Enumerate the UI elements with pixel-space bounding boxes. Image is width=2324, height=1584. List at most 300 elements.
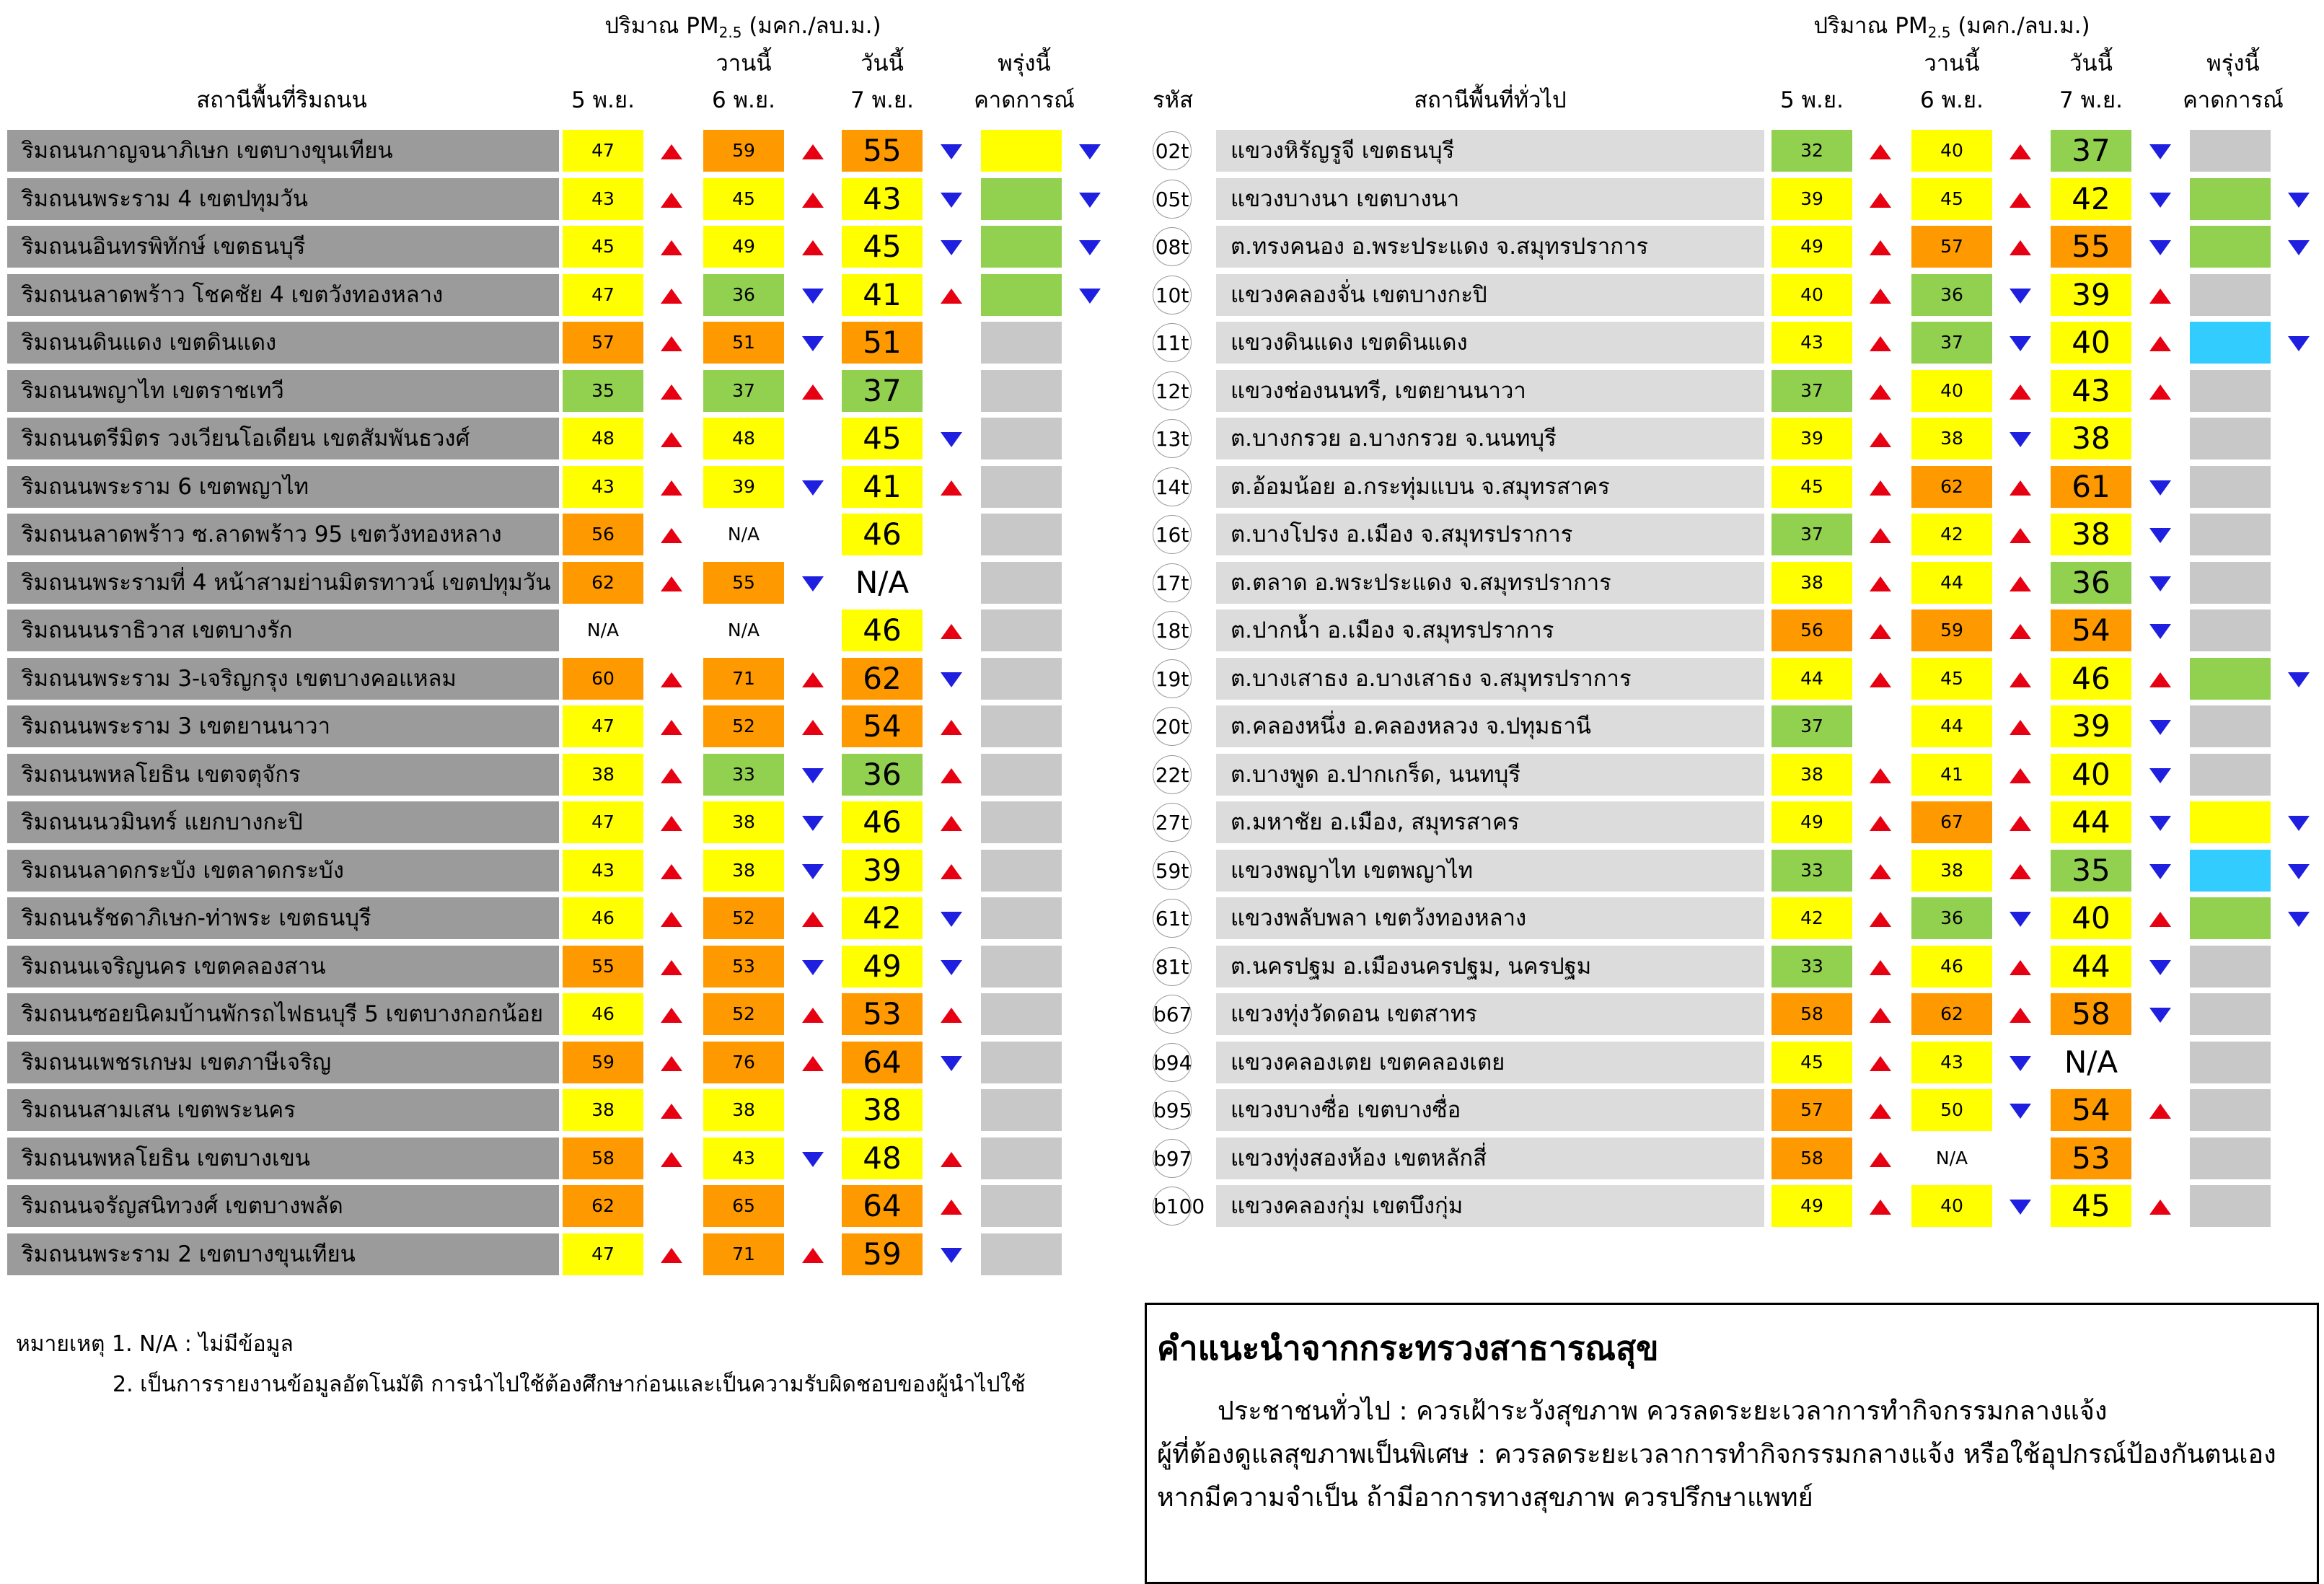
pm-nov5-value: 48 <box>563 418 643 459</box>
nov5-trend-up-arrow-icon <box>1870 384 1891 400</box>
left-station-header: สถานีพื้นที่ริมถนน <box>196 87 367 113</box>
nov6-trend-up-arrow-icon <box>2010 384 2031 400</box>
pm-nov6-value: 49 <box>703 226 784 268</box>
pm-nov7-value: 45 <box>842 226 923 268</box>
left-col2-header: 6 พ.ย. <box>712 87 775 113</box>
station-name: ริมถนนจรัญสนิทวงศ์ เขตบางพลัด <box>7 1185 559 1227</box>
station-name: ต.ปากน้ำ อ.เมือง จ.สมุทรปราการ <box>1216 610 1764 651</box>
station-name: แขวงพลับพลา เขตวังทองหลาง <box>1216 897 1764 939</box>
forecast-trend-down-arrow-icon <box>2288 672 2310 687</box>
pm-nov5-value: 59 <box>563 1042 643 1083</box>
nov6-trend-up-arrow-icon <box>2010 960 2031 975</box>
pm-nov7-value: 44 <box>2051 801 2131 843</box>
forecast-level <box>2190 850 2271 892</box>
forecast-level <box>2190 801 2271 843</box>
station-name: ริมถนนลาดพร้าว โชคชัย 4 เขตวังทองหลาง <box>7 274 559 316</box>
table-row <box>0 1042 2324 1083</box>
station-name: ริมถนนพระราม 3-เจริญกรุง เขตบางคอแหลม <box>7 658 559 700</box>
pm-nov5-value: 38 <box>1771 754 1852 796</box>
station-code: b100 <box>1153 1187 1192 1226</box>
nov7-trend-down-arrow-icon <box>2149 960 2171 975</box>
pm-nov7-value: 41 <box>842 274 923 316</box>
nov7-trend-down-arrow-icon <box>2149 768 2171 783</box>
pm-nov6-value: 67 <box>1911 801 1992 843</box>
station-code: 10t <box>1153 276 1192 314</box>
station-code: 19t <box>1153 659 1192 698</box>
forecast-level <box>2190 562 2271 604</box>
forecast-level <box>981 1233 1062 1275</box>
pm-nov5-value: 39 <box>1771 418 1852 459</box>
pm-nov5-value: 42 <box>1771 897 1852 939</box>
pm-nov6-value: 36 <box>1911 274 1992 316</box>
station-code: 02t <box>1153 131 1192 170</box>
pm-nov7-value: 45 <box>2051 1185 2131 1227</box>
nov7-trend-up-arrow-icon <box>2149 289 2171 304</box>
station-name: แขวงหิรัญรูจี เขตธนบุรี <box>1216 130 1764 172</box>
pm-nov5-value: 45 <box>1771 1042 1852 1083</box>
station-code: b97 <box>1153 1139 1192 1178</box>
pm-nov7-value: 46 <box>842 801 923 843</box>
pm-nov5-value: 35 <box>563 370 643 412</box>
table-row <box>0 322 2324 364</box>
advice-line-2: ผู้ที่ต้องดูแลสุขภาพเป็นพิเศษ : ควรลดระยะเวลาการทำกิจกรรมกลางแจ้ง หรือใช้อุปกรณ์ป้องกันตนเอง <box>1157 1440 2276 1469</box>
nov5-trend-up-arrow-icon <box>1870 480 1891 496</box>
nov5-trend-up-arrow-icon <box>1870 864 1891 879</box>
nov5-trend-up-arrow-icon <box>1870 144 1891 159</box>
pm-nov5-value: 43 <box>563 178 643 220</box>
pm-nov5-value: 33 <box>1771 946 1852 987</box>
pm-nov7-value: 62 <box>842 658 923 700</box>
station-name: ริมถนนนวมินทร์ แยกบางกะปิ <box>7 801 559 843</box>
nov5-trend-up-arrow-icon <box>1870 336 1891 351</box>
left-col3-header: 7 พ.ย. <box>850 87 914 113</box>
pm-nov7-value: 59 <box>842 1233 923 1275</box>
table-row <box>0 1233 1082 1275</box>
pm-nov6-value: 44 <box>1911 562 1992 604</box>
pm-nov6-value: 51 <box>703 322 784 364</box>
station-name: ริมถนนตรีมิตร วงเวียนโอเดียน เขตสัมพันธวงศ์ <box>7 418 559 459</box>
right-pm-unit: (มคก./ลบ.ม.) <box>1950 13 2090 39</box>
station-code: 81t <box>1153 947 1192 986</box>
note-line-2: 2. เป็นการรายงานข้อมูลอัตโนมัติ การนำไปใช้ต้องศึกษาก่อนและเป็นความรับผิดชอบของผู้นำไปใช้ <box>113 1372 1026 1397</box>
pm-nov6-value: N/A <box>1935 1147 1968 1169</box>
forecast-trend-down-arrow-icon <box>2288 816 2310 831</box>
nov6-trend-down-arrow-icon <box>2010 289 2031 304</box>
right-col4-header: คาดการณ์ <box>2183 87 2284 113</box>
station-code: 12t <box>1153 371 1192 410</box>
station-code: b95 <box>1153 1091 1192 1130</box>
nov7-trend-up-arrow-icon <box>2149 384 2171 400</box>
nov7-trend-down-arrow-icon <box>941 1248 962 1263</box>
pm-nov7-value: 53 <box>2051 1138 2131 1179</box>
pm-nov7-value: 61 <box>2051 466 2131 508</box>
station-code: 14t <box>1153 467 1192 506</box>
pm-nov7-value: 37 <box>2051 130 2131 172</box>
nov7-trend-up-arrow-icon <box>2149 1200 2171 1215</box>
station-name: ริมถนนกาญจนาภิเษก เขตบางขุนเทียน <box>7 130 559 172</box>
station-name: แขวงคลองเตย เขตคลองเตย <box>1216 1042 1764 1083</box>
right-col2-top-header: วานนี้ <box>1924 50 1980 76</box>
left-pm-unit: (มคก./ลบ.ม.) <box>741 13 881 39</box>
table-row <box>0 514 2324 555</box>
nov6-trend-up-arrow-icon <box>2010 1008 2031 1023</box>
table-row <box>0 754 2324 796</box>
nov6-trend-up-arrow-icon <box>2010 528 2031 543</box>
nov7-trend-down-arrow-icon <box>2149 864 2171 879</box>
nov7-trend-down-arrow-icon <box>2149 1008 2171 1023</box>
station-name: ต.มหาชัย อ.เมือง, สมุทรสาคร <box>1216 801 1764 843</box>
station-name: ต.บางเสาธง อ.บางเสาธง จ.สมุทรปราการ <box>1216 658 1764 700</box>
right-col2-header: 6 พ.ย. <box>1920 87 1984 113</box>
pm-nov7-value: 55 <box>842 130 923 172</box>
table-row <box>0 466 2324 508</box>
forecast-level <box>2190 610 2271 651</box>
pm-nov6-value: 43 <box>703 1138 784 1179</box>
pm-nov5-value: 43 <box>1771 322 1852 364</box>
nov5-trend-up-arrow-icon <box>1870 624 1891 639</box>
pm-nov5-value: 47 <box>563 801 643 843</box>
left-pm-label: ปริมาณ PM <box>604 13 719 39</box>
station-name: แขวงช่องนนทรี, เขตยานนาวา <box>1216 370 1764 412</box>
pm-nov7-value: 64 <box>842 1185 923 1227</box>
nov5-trend-up-arrow-icon <box>1870 1152 1891 1167</box>
table-row <box>0 946 2324 987</box>
pm-nov6-value: 46 <box>1911 946 1992 987</box>
forecast-level <box>2190 993 2271 1035</box>
station-code: 08t <box>1153 227 1192 266</box>
table-row <box>0 897 2324 939</box>
pm-nov6-value: 38 <box>1911 850 1992 892</box>
pm-nov7-value: 38 <box>2051 418 2131 459</box>
pm-nov5-value: 45 <box>563 226 643 268</box>
pm-nov5-value: 49 <box>1771 226 1852 268</box>
station-name: ริมถนนลาดกระบัง เขตลาดกระบัง <box>7 850 559 892</box>
pm-nov6-value: 38 <box>703 850 784 892</box>
pm-nov6-value: 40 <box>1911 370 1992 412</box>
pm-nov6-value: 39 <box>703 466 784 508</box>
nov7-trend-down-arrow-icon <box>2149 480 2171 496</box>
forecast-trend-down-arrow-icon <box>2288 864 2310 879</box>
nov7-trend-up-arrow-icon <box>2149 672 2171 687</box>
pm-nov5-value: 38 <box>1771 562 1852 604</box>
left-pm-sub: 2.5 <box>718 24 742 41</box>
left-col4-header: คาดการณ์ <box>974 87 1075 113</box>
pm-nov7-value: 40 <box>2051 897 2131 939</box>
pm-nov6-value: 38 <box>703 801 784 843</box>
station-name: ริมถนนพระรามที่ 4 หน้าสามย่านมิตรทาวน์ เขตปทุมวัน <box>7 562 559 604</box>
pm-nov7-value: 38 <box>2051 514 2131 555</box>
pm-nov5-value: 45 <box>1771 466 1852 508</box>
pm-nov7-value: 39 <box>2051 274 2131 316</box>
pm-nov5-value: 56 <box>1771 610 1852 651</box>
pm-nov5-value: 58 <box>1771 1138 1852 1179</box>
pm-nov7-value: 53 <box>842 993 923 1035</box>
nov7-trend-up-arrow-icon <box>2149 1104 2171 1119</box>
pm-nov6-value: 45 <box>1911 658 1992 700</box>
pm-nov6-value: 71 <box>703 1233 784 1275</box>
table-row <box>0 178 2324 220</box>
pm-nov5-value: 58 <box>563 1138 643 1179</box>
pm-nov6-value: 33 <box>703 754 784 796</box>
nov7-trend-down-arrow-icon <box>2149 624 2171 639</box>
station-name: ต.ทรงคนอง อ.พระประแดง จ.สมุทรปราการ <box>1216 226 1764 268</box>
pm-nov6-value: 37 <box>1911 322 1992 364</box>
pm-nov7-value: 54 <box>842 705 923 747</box>
health-advice-box <box>1145 1303 2319 1584</box>
forecast-trend-down-arrow-icon <box>2288 912 2310 927</box>
station-name: ริมถนนสามเสน เขตพระนคร <box>7 1089 559 1131</box>
station-name: ริมถนนลาดพร้าว ซ.ลาดพร้าว 95 เขตวังทองหลาง <box>7 514 559 555</box>
table-row <box>0 274 2324 316</box>
forecast-level <box>2190 178 2271 220</box>
pm-nov7-value: 42 <box>842 897 923 939</box>
pm-nov6-value: 59 <box>1911 610 1992 651</box>
pm-nov5-value: 47 <box>563 274 643 316</box>
pm-nov6-value: 38 <box>1911 418 1992 459</box>
left-col2-top-header: วานนี้ <box>716 50 772 76</box>
pm-nov6-value: 36 <box>703 274 784 316</box>
pm-nov5-value: 49 <box>1771 1185 1852 1227</box>
station-code: 05t <box>1153 180 1192 219</box>
station-name: ริมถนนรัชดาภิเษก-ท่าพระ เขตธนบุรี <box>7 897 559 939</box>
pm-nov7-value: 43 <box>2051 370 2131 412</box>
pm-nov5-value: 56 <box>563 514 643 555</box>
nov6-trend-up-arrow-icon <box>2010 240 2031 255</box>
station-name: ริมถนนอินทรพิทักษ์ เขตธนบุรี <box>7 226 559 268</box>
forecast-trend-down-arrow-icon <box>2288 336 2310 351</box>
pm-nov5-value: 37 <box>1771 370 1852 412</box>
table-row <box>0 226 2324 268</box>
nov6-trend-up-arrow-icon <box>802 1248 824 1263</box>
nov6-trend-up-arrow-icon <box>2010 672 2031 687</box>
nov5-trend-up-arrow-icon <box>1870 1056 1891 1071</box>
right-col3-top-header: วันนี้ <box>2069 50 2113 76</box>
left-col3-top-header: วันนี้ <box>861 50 904 76</box>
pm-nov6-value: 45 <box>703 178 784 220</box>
pm-nov7-value: 39 <box>842 850 923 892</box>
station-name: ริมถนนพระราม 6 เขตพญาไท <box>7 466 559 508</box>
pm-nov7-value: 36 <box>842 754 923 796</box>
nov6-trend-down-arrow-icon <box>2010 432 2031 447</box>
pm-nov7-value: 44 <box>2051 946 2131 987</box>
note-line-1: หมายเหตุ 1. N/A : ไม่มีข้อมูล <box>16 1332 294 1357</box>
station-code: 59t <box>1153 851 1192 890</box>
station-name: ริมถนนซอยนิคมบ้านพักรถไฟธนบุรี 5 เขตบางกอกน้อย <box>7 993 559 1035</box>
table-row <box>0 993 2324 1035</box>
forecast-level <box>2190 466 2271 508</box>
right-col3-header: 7 พ.ย. <box>2059 87 2123 113</box>
station-name: ต.บางกรวย อ.บางกรวย จ.นนทบุรี <box>1216 418 1764 459</box>
pm-nov6-value: 53 <box>703 946 784 987</box>
station-code: 16t <box>1153 515 1192 554</box>
pm-nov7-value: 54 <box>2051 610 2131 651</box>
forecast-level <box>2190 514 2271 555</box>
nov7-trend-down-arrow-icon <box>2149 193 2171 208</box>
right-col1-header: 5 พ.ย. <box>1780 87 1844 113</box>
pm-nov5-value: 46 <box>563 993 643 1035</box>
pm-nov6-value: 38 <box>703 1089 784 1131</box>
pm-nov7-value: 49 <box>842 946 923 987</box>
pm-nov5-value: 44 <box>1771 658 1852 700</box>
pm-nov6-value: 62 <box>1911 466 1992 508</box>
station-name: ริมถนนนราธิวาส เขตบางรัก <box>7 610 559 651</box>
advice-line-1: ประชาชนทั่วไป : ควรเฝ้าระวังสุขภาพ ควรลดระยะเวลาการทำกิจกรรมกลางแจ้ง <box>1218 1396 2108 1426</box>
pm-nov7-value: 43 <box>842 178 923 220</box>
table-row <box>0 801 2324 843</box>
station-code: 22t <box>1153 755 1192 794</box>
nov6-trend-down-arrow-icon <box>2010 1056 2031 1071</box>
nov7-trend-up-arrow-icon <box>2149 912 2171 927</box>
nov5-trend-up-arrow-icon <box>1870 672 1891 687</box>
forecast-level <box>2190 897 2271 939</box>
station-code: 17t <box>1153 563 1192 602</box>
station-code: 18t <box>1153 611 1192 650</box>
pm-nov5-value: 55 <box>563 946 643 987</box>
nov5-trend-up-arrow-icon <box>1870 960 1891 975</box>
station-name: ริมถนนพระราม 2 เขตบางขุนเทียน <box>7 1233 559 1275</box>
forecast-level <box>2190 418 2271 459</box>
pm-nov6-value: 62 <box>1911 993 1992 1035</box>
forecast-level <box>2190 1185 2271 1227</box>
pm-nov6-value: 52 <box>703 705 784 747</box>
nov5-trend-up-arrow-icon <box>1870 1200 1891 1215</box>
pm-nov7-value: 39 <box>2051 705 2131 747</box>
nov6-trend-down-arrow-icon <box>2010 1104 2031 1119</box>
pm-nov6-value: 37 <box>703 370 784 412</box>
pm-nov7-value: 37 <box>842 370 923 412</box>
forecast-level <box>2190 322 2271 364</box>
nov5-trend-up-arrow-icon <box>1870 816 1891 831</box>
nov7-trend-down-arrow-icon <box>2149 816 2171 831</box>
forecast-level <box>2190 370 2271 412</box>
pm-nov7-value: 46 <box>842 514 923 555</box>
right-pm-sub: 2.5 <box>1927 24 1951 41</box>
nov5-trend-up-arrow-icon <box>1870 1104 1891 1119</box>
station-name: ต.นครปฐม อ.เมืองนครปฐม, นครปฐม <box>1216 946 1764 987</box>
station-name: แขวงดินแดง เขตดินแดง <box>1216 322 1764 364</box>
pm-nov7-value: 48 <box>842 1138 923 1179</box>
nov5-trend-up-arrow-icon <box>1870 576 1891 591</box>
nov7-trend-down-arrow-icon <box>2149 144 2171 159</box>
pm-nov5-value: 33 <box>1771 850 1852 892</box>
table-row <box>0 1089 2324 1131</box>
forecast-level <box>2190 658 2271 700</box>
pm-nov6-value: 40 <box>1911 1185 1992 1227</box>
nov6-trend-up-arrow-icon <box>2010 193 2031 208</box>
pm-nov5-value: 58 <box>1771 993 1852 1035</box>
nov5-trend-up-arrow-icon <box>1870 528 1891 543</box>
right-code-header: รหัส <box>1152 87 1193 113</box>
pm-nov7-value: 45 <box>842 418 923 459</box>
nov6-trend-down-arrow-icon <box>2010 912 2031 927</box>
forecast-level <box>2190 705 2271 747</box>
station-name: ต.บางพูด อ.ปากเกร็ด, นนทบุรี <box>1216 754 1764 796</box>
pm-nov7-value: 41 <box>842 466 923 508</box>
station-name: ต.ตลาด อ.พระประแดง จ.สมุทรปราการ <box>1216 562 1764 604</box>
forecast-level <box>2190 1138 2271 1179</box>
nov7-trend-down-arrow-icon <box>2149 576 2171 591</box>
nov5-trend-up-arrow-icon <box>1870 432 1891 447</box>
pm-nov5-value: 40 <box>1771 274 1852 316</box>
pm-nov7-value: N/A <box>2064 1044 2118 1080</box>
pm-nov7-value: 55 <box>2051 226 2131 268</box>
station-code: 27t <box>1153 803 1192 842</box>
right-station-header: สถานีพื้นที่ทั่วไป <box>1414 87 1567 113</box>
table-row <box>0 1138 2324 1179</box>
pm-nov6-value: 71 <box>703 658 784 700</box>
pm-nov7-value: N/A <box>855 564 910 600</box>
station-name: แขวงทุ่งสองห้อง เขตหลักสี่ <box>1216 1138 1764 1179</box>
pm-nov7-value: 54 <box>2051 1089 2131 1131</box>
advice-title: คำแนะนำจากกระทรวงสาธารณสุข <box>1157 1329 1659 1368</box>
pm-nov5-value: 57 <box>1771 1089 1852 1131</box>
station-name: ต.คลองหนึ่ง อ.คลองหลวง จ.ปทุมธานี <box>1216 705 1764 747</box>
table-row <box>0 658 2324 700</box>
forecast-level <box>2190 1042 2271 1083</box>
nov5-trend-up-arrow-icon <box>1870 193 1891 208</box>
pm-nov6-value: 48 <box>703 418 784 459</box>
station-code: b67 <box>1153 995 1192 1034</box>
nov5-trend-up-arrow-icon <box>1870 1008 1891 1023</box>
nov6-trend-down-arrow-icon <box>2010 336 2031 351</box>
table-row <box>0 1185 2324 1227</box>
nov5-trend-up-arrow-icon <box>661 1248 682 1263</box>
pm-nov6-value: 55 <box>703 562 784 604</box>
pm-nov7-value: 38 <box>842 1089 923 1131</box>
nov5-trend-up-arrow-icon <box>1870 240 1891 255</box>
pm-nov5-value: 43 <box>563 850 643 892</box>
pm-nov5-value: 47 <box>563 130 643 172</box>
station-name: ต.อ้อมน้อย อ.กระทุ่มแบน จ.สมุทรสาคร <box>1216 466 1764 508</box>
forecast-level <box>2190 1089 2271 1131</box>
advice-line-3: หากมีความจำเป็น ถ้ามีอาการทางสุขภาพ ควรปรึกษาแพทย์ <box>1157 1483 1813 1513</box>
station-code: 13t <box>1153 419 1192 458</box>
pm-nov5-value: 46 <box>563 897 643 939</box>
table-row <box>0 562 2324 604</box>
station-name: ริมถนนเจริญนคร เขตคลองสาน <box>7 946 559 987</box>
pm-nov7-value: 40 <box>2051 322 2131 364</box>
nov7-trend-down-arrow-icon <box>2149 528 2171 543</box>
forecast-trend-down-arrow-icon <box>2288 240 2310 255</box>
nov6-trend-up-arrow-icon <box>2010 816 2031 831</box>
pm-nov7-value: 46 <box>2051 658 2131 700</box>
station-name: ริมถนนพหลโยธิน เขตบางเขน <box>7 1138 559 1179</box>
pm-nov5-value: 62 <box>563 562 643 604</box>
pm-nov6-value: N/A <box>727 620 760 641</box>
pm-nov6-value: 42 <box>1911 514 1992 555</box>
table-row <box>0 370 2324 412</box>
pm-nov6-value: 45 <box>1911 178 1992 220</box>
nov6-trend-up-arrow-icon <box>2010 768 2031 783</box>
station-name: แขวงบางซื่อ เขตบางซื่อ <box>1216 1089 1764 1131</box>
pm-nov5-value: 49 <box>1771 801 1852 843</box>
station-name: แขวงคลองกุ่ม เขตบึงกุ่ม <box>1216 1185 1764 1227</box>
pm-nov6-value: 43 <box>1911 1042 1992 1083</box>
station-name: ริมถนนพระราม 3 เขตยานนาวา <box>7 705 559 747</box>
pm-nov6-value: 44 <box>1911 705 1992 747</box>
station-code: 11t <box>1153 323 1192 362</box>
forecast-level <box>2190 226 2271 268</box>
pm-nov7-value: 51 <box>842 322 923 364</box>
station-name: ริมถนนพระราม 4 เขตปทุมวัน <box>7 178 559 220</box>
pm-nov7-value: 40 <box>2051 754 2131 796</box>
pm-nov5-value: 37 <box>1771 514 1852 555</box>
nov6-trend-up-arrow-icon <box>2010 720 2031 735</box>
pm-nov7-value: 42 <box>2051 178 2131 220</box>
station-name: ริมถนนเพชรเกษม เขตภาษีเจริญ <box>7 1042 559 1083</box>
pm-nov5-value: 39 <box>1771 178 1852 220</box>
nov7-trend-down-arrow-icon <box>2149 720 2171 735</box>
